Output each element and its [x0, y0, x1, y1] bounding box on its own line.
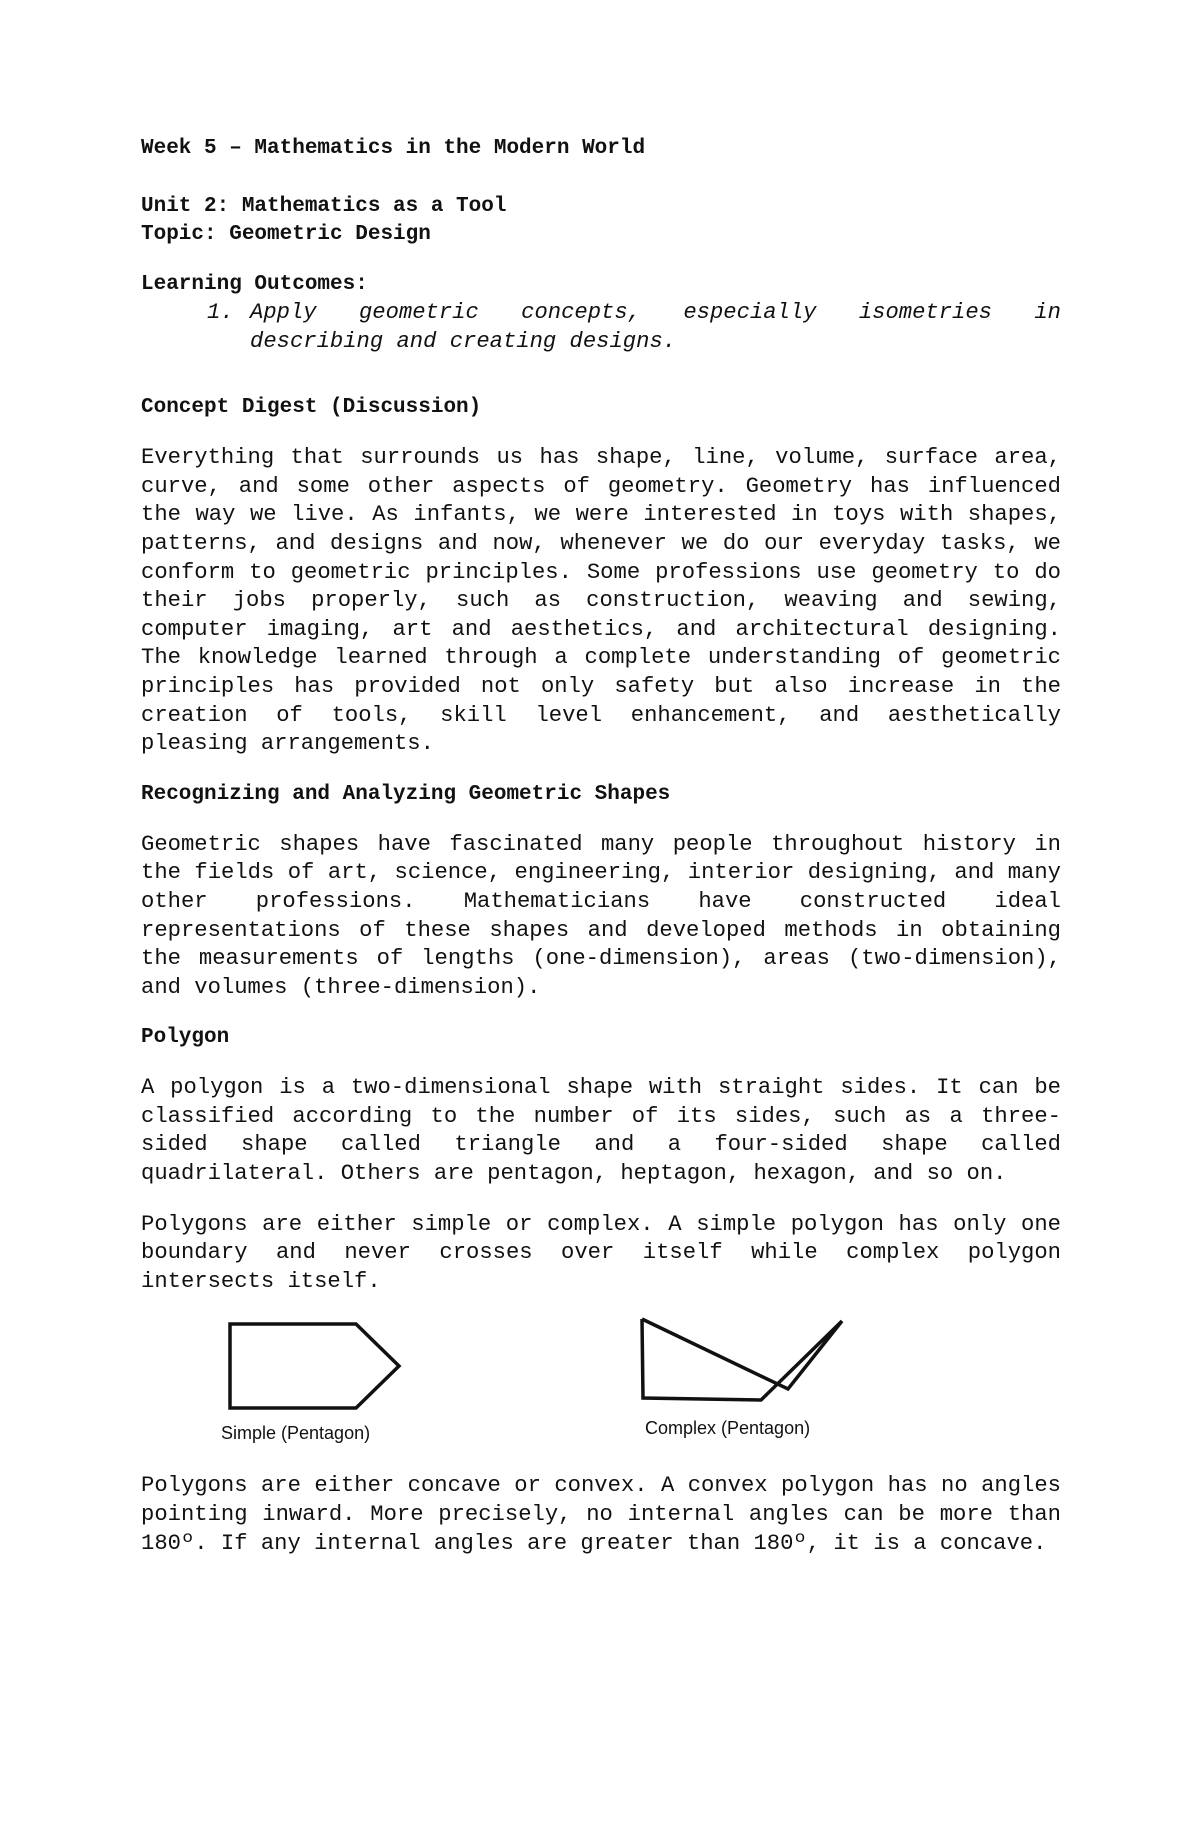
- complex-pentagon-figure: [636, 1315, 866, 1407]
- simple-pentagon-caption: Simple (Pentagon): [221, 1423, 371, 1444]
- polygon-paragraph-2: Polygons are either simple or complex. A simple polygon has only one boundary and never crosses over itself while complex polygon intersects itself.: [141, 1211, 1061, 1294]
- complex-pentagon-caption: Complex (Pentagon): [645, 1418, 811, 1439]
- concept-digest-heading: Concept Digest (Discussion): [141, 396, 482, 420]
- learning-outcomes-list: [141, 299, 1061, 356]
- polygon-paragraph-1: A polygon is a two-dimensional shape with straight sides. It can be classified according to the number of its sides, such as a three-sided shape called triangle and a four-sided shape called quadrilateral. Others are pentagon, heptagon, hexagon, and so on.: [141, 1075, 1061, 1187]
- outcome-text: Apply geometric concepts, especially isometries in describing and creating designs.: [250, 300, 1061, 354]
- complex-pentagon-shape: [642, 1319, 842, 1400]
- recognizing-body: Geometric shapes have fascinated many people throughout history in the fields of art, science, engineering, interior designing, and many other professions. Mathematicians have constructed ideal representations of these shapes and developed methods in obtaining the measurements of lengths (one-dimension), areas (two-dimension), and volumes (three-dimension).: [141, 831, 1061, 1000]
- learning-outcome-item: [207, 299, 1061, 356]
- learning-outcomes-heading: Learning Outcomes:: [141, 273, 368, 296]
- topic-title: Topic: Geometric Design: [141, 223, 431, 246]
- polygon-figures: [141, 1310, 1061, 1462]
- outcome-number: 1.: [207, 300, 234, 325]
- simple-pentagon-figure: [226, 1320, 406, 1412]
- concept-digest-body: Everything that surrounds us has shape, line, volume, surface area, curve, and some other aspects of geometry. Geometry has influenced the way we live. As infants, we were interested in toys with shapes, patterns, and designs and now, whenever we do our everyday tasks, we conform to geometric principles. Some professions use geometry to do their jobs properly, such as construction, weaving and sewing, computer imaging, art and aesthetics, and architectural designing. The knowledge learned through a complete understanding of geometric principles has provided not only safety but also increase in the creation of tools, skill level enhancement, and aesthetically pleasing arrangements.: [141, 445, 1061, 757]
- unit-title: Unit 2: Mathematics as a Tool: [141, 195, 507, 218]
- week-title: Week 5 – Mathematics in the Modern World: [141, 137, 646, 160]
- document-page: [141, 135, 1061, 1558]
- polygon-paragraph-3: Polygons are either concave or convex. A convex polygon has no angles pointing inward. More precisely, no internal angles can be more than 180º. If any internal angles are greater than 180º, it is a concave.: [141, 1473, 1061, 1556]
- simple-pentagon-shape: [230, 1324, 399, 1408]
- recognizing-heading: Recognizing and Analyzing Geometric Shapes: [141, 782, 671, 806]
- polygon-heading: Polygon: [141, 1026, 230, 1050]
